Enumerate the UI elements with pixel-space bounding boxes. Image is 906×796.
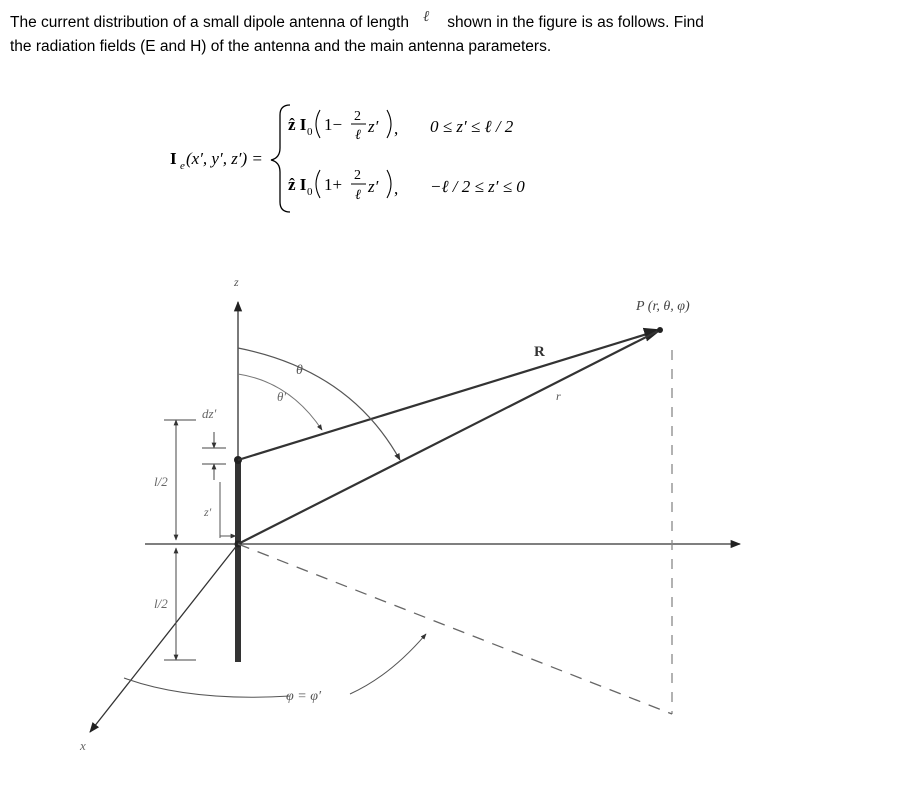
case1-unit: ẑ I (288, 115, 307, 134)
case2-unit: ẑ I (288, 175, 307, 194)
case1-frac-num: 2 (354, 109, 361, 124)
zprime-label: z′ (204, 505, 212, 519)
theta-prime-label: θ′ (277, 389, 287, 404)
z-axis-label: z (234, 275, 239, 289)
length-symbol: ℓ (422, 7, 430, 25)
theta-arc (238, 348, 400, 460)
R-vector (238, 330, 660, 460)
case1-inner: 1− (324, 115, 343, 134)
formula-lhs-sub: e (180, 160, 185, 172)
case2-frac-den: ℓ (355, 188, 361, 203)
current-distribution-formula (168, 100, 568, 220)
phi-label: φ = φ′ (286, 689, 321, 704)
case1-left-paren (316, 110, 320, 138)
problem-line-1 (10, 7, 890, 35)
case2-inner: 1+ (324, 175, 343, 194)
point-P-label: P (r, θ, φ) (636, 299, 690, 314)
case2-comma: , (394, 179, 399, 198)
case1-condition: 0 ≤ z′ ≤ ℓ / 2 (430, 117, 514, 136)
case2-right-paren (387, 170, 391, 198)
case2-var: z′ (368, 177, 379, 196)
case2-sub: 0 (307, 186, 313, 198)
case1-var: z′ (368, 117, 379, 136)
dz-label: dz′ (202, 406, 217, 421)
case1-sub: 0 (307, 126, 313, 138)
phi-arc-left (124, 678, 290, 697)
case2-condition: −ℓ / 2 ≤ z′ ≤ 0 (430, 177, 525, 196)
case1-frac-den: ℓ (355, 128, 361, 143)
problem-line-1-start: The current distribution of a small dipole antenna of length (10, 14, 409, 31)
observation-point (657, 327, 663, 333)
half-length-lower-label: l/2 (154, 596, 168, 611)
half-length-upper-label: l/2 (154, 474, 168, 489)
case1-right-paren (387, 110, 391, 138)
case2-left-paren (316, 170, 320, 198)
R-label: R (534, 344, 545, 360)
r-label: r (556, 389, 561, 403)
case2-frac-num: 2 (354, 168, 361, 183)
theta-label: θ (296, 363, 303, 378)
case1-comma: , (394, 119, 399, 138)
x-axis (90, 544, 238, 732)
x-axis-label: x (80, 738, 86, 753)
problem-line-2: the radiation fields (E and H) of the antenna and the main antenna parameters. (10, 38, 552, 55)
problem-statement (10, 7, 890, 59)
problem-line-1-end: shown in the figure is as follows. Find (447, 14, 704, 31)
phi-arc-right (350, 634, 426, 694)
formula-lhs-args: (x′, y′, z′) = (186, 149, 263, 168)
dipole-geometry-figure (50, 270, 770, 770)
formula-lhs-I: I (170, 149, 177, 168)
